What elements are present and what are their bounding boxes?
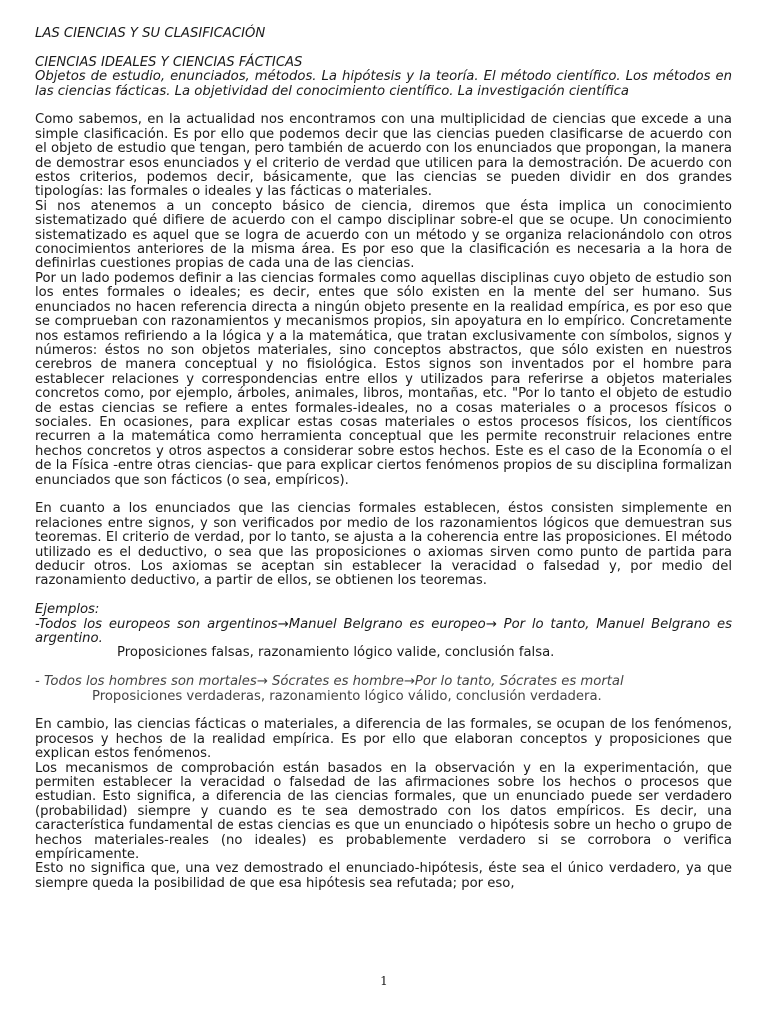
example-2-note: Proposiciones verdaderas, razonamiento lógico válido, conclusión verdadera. <box>92 688 602 704</box>
examples-label: Ejemplos: <box>35 602 100 618</box>
paragraph: En cambio, las ciencias fácticas o materiales, a diferencia de las formales, se ocupan de los fenómenos, procesos y hechos de la realidad empírica. Es por ello que elaboran conceptos y proposiciones que explican estos fenómenos. <box>35 717 732 762</box>
document-summary: Objetos de estudio, enunciados, métodos. La hipótesis y la teoría. El método científico. Los métodos en las ciencias fácticas. La objetividad del conocimiento científico. La investigación científica <box>35 69 732 99</box>
document-title: LAS CIENCIAS Y SU CLASIFICACIÓN <box>35 26 266 41</box>
example-2-text: - Todos los hombres son mortales→ Sócrates es hombre→Por lo tanto, Sócrates es mortal <box>35 674 624 690</box>
page-number: 1 <box>380 974 388 988</box>
paragraph: Como sabemos, en la actualidad nos encontramos con una multiplicidad de ciencias que excede a una simple clasificación. Es por ello que podemos decir que las ciencias pueden clasificarse de acuerdo con el objeto de estudio que tengan, pero también de acuerdo con los enunciados que propongan, la manera de demostrar esos enunciados y el criterio de verdad que utilicen para la demostración. De acuerdo con estos criterios, podemos decir, básicamente, que las ciencias se pueden dividir en dos grandes tipologías: las formales o ideales y las fácticas o materiales. <box>35 112 732 200</box>
paragraph: Por un lado podemos definir a las ciencias formales como aquellas disciplinas cuyo objeto de estudio son los entes formales o ideales; es decir, entes que sólo existen en la mente del ser humano. Sus enunciados no hacen referencia directa a ningún objeto presente en la realidad empírica, es por eso que se comprueban con razonamientos y mecanismos propios, sin apoyatura en lo empírico. Concretamente nos estamos refiriendo a la lógica y a la matemática, que tratan exclusivamente con símbolos, signos y números: éstos no son objetos materiales, sino conceptos abstractos, que sólo existen en nuestros cerebros de manera conceptual y no fisiológica. Estos signos son inventados por el hombre para establecer relaciones y correspondencias entre ellos y utilizados para referirse a objetos materiales concretos como, por ejemplo, árboles, animales, libros, montañas, etc. "Por lo tanto el objeto de estudio de estas ciencias se refiere a entes formales-ideales, no a cosas materiales o a procesos físicos o sociales. En ocasiones, para explicar estas cosas materiales o estos procesos físicos, los científicos recurren a la matemática como herramienta conceptual que les permite reconstruir relaciones entre hechos concretos y otros aspectos a considerar sobre estos hechos. Este es el caso de la Economía o el de la Física -entre otras ciencias- que para explicar ciertos fenómenos propios de su disciplina formalizan enunciados que son fácticos (o sea, empíricos). <box>35 270 732 488</box>
document-body <box>35 27 732 891</box>
paragraph: Esto no significa que, una vez demostrado el enunciado-hipótesis, éste sea el único verdadero, ya que siempre queda la posibilidad de que esa hipótesis sea refutada; por eso, <box>35 861 732 891</box>
paragraph: En cuanto a los enunciados que las ciencias formales establecen, éstos consisten simplemente en relaciones entre signos, y son verificados por medio de los razonamientos lógicos que demuestran sus teoremas. El criterio de verdad, por lo tanto, se ajusta a la coherencia entre las proposiciones. El método utilizado es el deductivo, o sea que las proposiciones o axiomas sirven como punto de partida para deducir otros. Los axiomas se aceptan sin establecer la veracidad o falsedad y, por medio del razonamiento deductivo, a partir de ellos, se obtienen los teoremas. <box>35 501 732 589</box>
paragraph: Los mecanismos de comprobación están basados en la observación y en la experimentación, que permiten establecer la veracidad o falsedad de las afirmaciones sobre los hechos o procesos que estudian. Esto significa, a diferencia de las ciencias formales, que un enunciado puede ser verdadero (probabilidad) siempre y cuando es te sea demostrado con los datos empíricos. Es decir, una característica fundamental de estas ciencias es que un enunciado o hipótesis sobre un hecho o grupo de hechos materiales-reales (no ideales) es probablemente verdadero si se corrobora o verifica empíricamente. <box>35 760 732 863</box>
paragraph: Si nos atenemos a un concepto básico de ciencia, diremos que ésta implica un conocimiento sistematizado qué difiere de acuerdo con el campo disciplinar sobre-el que se ocupe. Un conocimiento sistematizado es aquel que se logra de acuerdo con un método y se organiza relacionándolo con otros conocimientos anteriores de la misma área. Es por eso que la clasificación es necesaria a la hora de definirlas cuestiones propias de cada una de las ciencias. <box>35 198 732 272</box>
document-subtitle: CIENCIAS IDEALES Y CIENCIAS FÁCTICAS <box>35 54 303 70</box>
example-1-note: Proposiciones falsas, razonamiento lógico valide, conclusión falsa. <box>117 645 555 661</box>
example-1-text: -Todos los europeos son argentinos→Manuel Belgrano es europeo→ Por lo tanto, Manuel Belgrano es argentino. <box>35 616 732 646</box>
